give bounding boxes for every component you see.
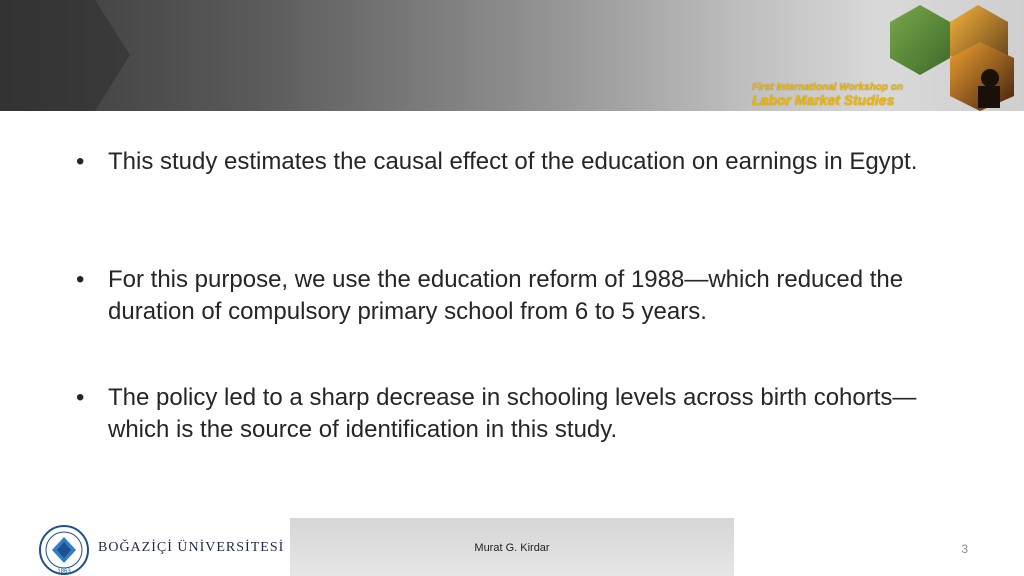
bullet-text: For this purpose, we use the education reform of 1988—which reduced the duration of compulsory primary school from 6 to 5 years. (108, 266, 904, 325)
footer-band (290, 518, 734, 576)
bullet-text: The policy led to a sharp decrease in schooling levels across birth cohorts—which is the source of identification in this study. (108, 384, 917, 443)
bullet-item (76, 382, 976, 446)
bullet-dot-icon: • (76, 384, 85, 411)
bullet-dot-icon: • (76, 266, 85, 293)
workshop-title-line1: First International Workshop on (752, 82, 903, 93)
workshop-title-line2: Labor Market Studies (752, 92, 895, 108)
page-number: 3 (961, 542, 968, 556)
university-name: BOĞAZİÇİ ÜNİVERSİTESİ (98, 540, 285, 555)
bullet-item (76, 146, 917, 178)
bullet-text: This study estimates the causal effect of the education on earnings in Egypt. (108, 148, 918, 175)
bullet-item (76, 264, 976, 328)
bullet-dot-icon: • (76, 148, 85, 175)
workshop-title (752, 82, 952, 108)
slide-header-banner (0, 0, 1024, 111)
seal-year: 1863 (57, 569, 71, 575)
header-chevron-shape (0, 0, 130, 111)
author-name: Murat G. Kirdar (474, 542, 550, 554)
